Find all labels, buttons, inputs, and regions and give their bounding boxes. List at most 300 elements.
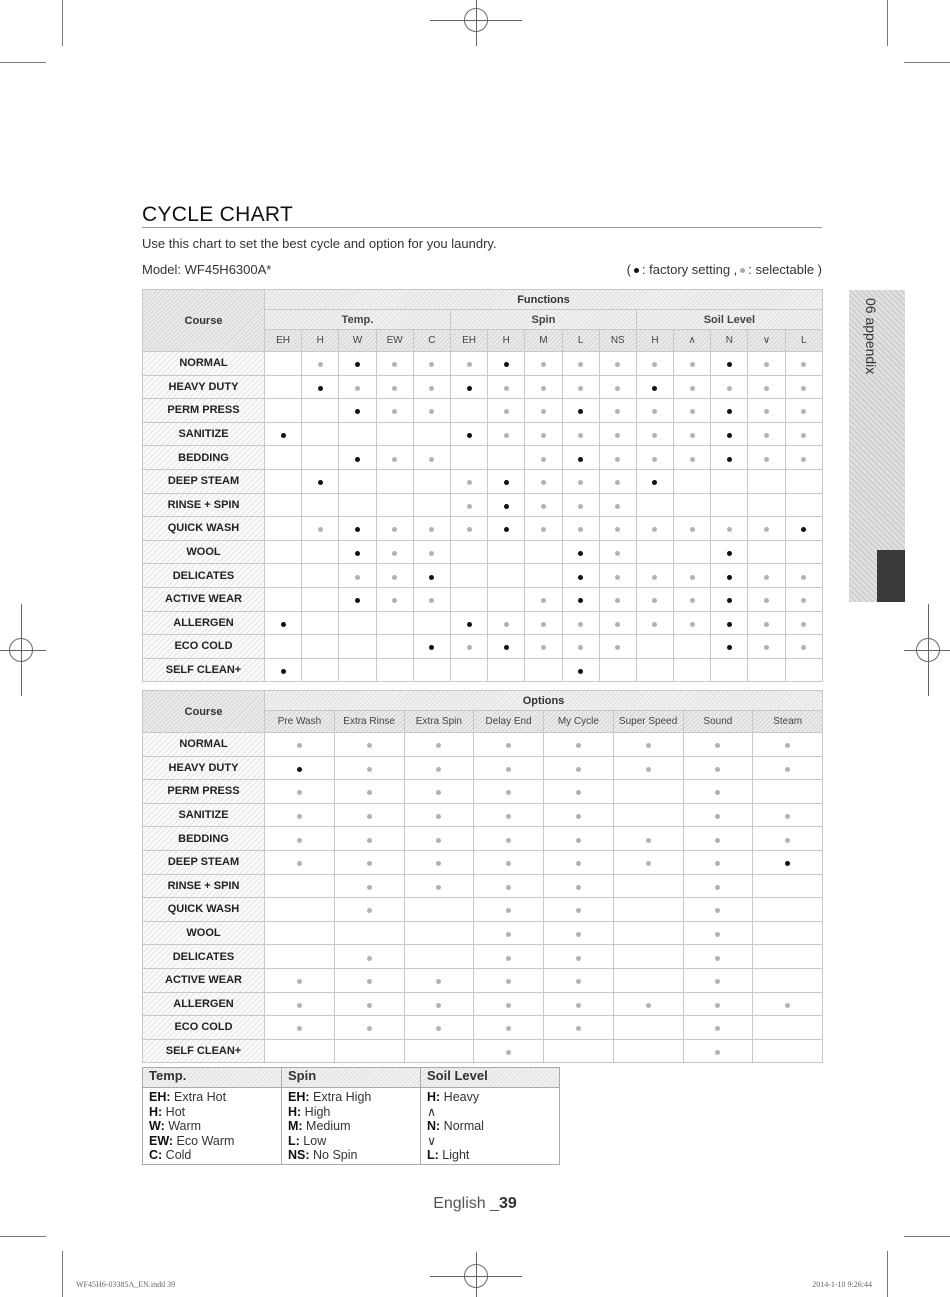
course-name: RINSE + SPIN	[143, 493, 265, 517]
option-cell	[544, 803, 614, 827]
setting-cell	[636, 564, 673, 588]
setting-cell	[599, 469, 636, 493]
setting-cell	[488, 517, 525, 541]
setting-cell	[599, 517, 636, 541]
setting-cell	[413, 517, 450, 541]
model-label: Model: WF45H6300A*	[142, 262, 272, 277]
setting-cell	[339, 446, 376, 470]
setting-cell	[525, 446, 562, 470]
setting-cell	[302, 611, 339, 635]
key-entry	[427, 1134, 553, 1149]
column-header: W	[339, 330, 376, 352]
setting-cell	[265, 446, 302, 470]
factory-setting-dot-icon	[727, 433, 732, 438]
selectable-dot-icon	[541, 622, 546, 627]
option-cell	[334, 827, 404, 851]
factory-setting-dot-icon	[652, 480, 657, 485]
setting-cell	[302, 540, 339, 564]
selectable-dot-icon	[436, 885, 441, 890]
option-cell	[544, 1039, 614, 1063]
option-cell	[613, 1016, 683, 1040]
course-name: BEDDING	[143, 446, 265, 470]
setting-cell	[674, 540, 711, 564]
option-cell	[753, 1016, 823, 1040]
column-header: EH	[265, 330, 302, 352]
selectable-dot-icon	[578, 645, 583, 650]
selectable-dot-icon	[578, 433, 583, 438]
setting-cell	[376, 493, 413, 517]
setting-cell	[711, 375, 748, 399]
key-column	[421, 1088, 560, 1165]
table-row	[143, 352, 823, 376]
factory-setting-dot-icon	[578, 575, 583, 580]
option-cell	[404, 850, 474, 874]
setting-cell	[636, 493, 673, 517]
option-cell	[265, 803, 335, 827]
setting-cell	[748, 517, 785, 541]
factory-setting-dot-icon	[727, 457, 732, 462]
factory-dot-icon	[634, 268, 639, 273]
selectable-dot-icon	[392, 457, 397, 462]
abbreviation-key-table	[142, 1067, 560, 1165]
setting-cell	[599, 611, 636, 635]
setting-cell	[562, 375, 599, 399]
setting-cell	[450, 587, 487, 611]
setting-cell	[339, 399, 376, 423]
selectable-dot-icon	[506, 885, 511, 890]
setting-cell	[265, 564, 302, 588]
dot-legend	[627, 262, 822, 277]
factory-setting-dot-icon	[727, 598, 732, 603]
setting-cell	[302, 517, 339, 541]
factory-setting-dot-icon	[355, 409, 360, 414]
selectable-dot-icon	[715, 979, 720, 984]
selectable-dot-icon	[690, 409, 695, 414]
setting-cell	[785, 517, 822, 541]
group-header: Spin	[450, 310, 636, 330]
selectable-dot-icon	[436, 767, 441, 772]
selectable-dot-icon	[506, 908, 511, 913]
key-abbrev: EW:	[149, 1133, 174, 1148]
factory-setting-dot-icon	[785, 861, 790, 866]
factory-setting-dot-icon	[355, 551, 360, 556]
selectable-dot-icon	[367, 979, 372, 984]
column-header: N	[711, 330, 748, 352]
option-cell	[613, 1039, 683, 1063]
setting-cell	[562, 469, 599, 493]
key-entry	[288, 1090, 414, 1105]
course-name: PERM PRESS	[143, 399, 265, 423]
option-cell	[544, 968, 614, 992]
selectable-dot-icon	[615, 598, 620, 603]
selectable-dot-icon	[646, 743, 651, 748]
selectable-dot-icon	[715, 885, 720, 890]
setting-cell	[302, 399, 339, 423]
option-cell	[334, 756, 404, 780]
factory-setting-dot-icon	[727, 575, 732, 580]
option-cell	[334, 945, 404, 969]
option-column-header: Super Speed	[613, 711, 683, 733]
setting-cell	[785, 658, 822, 682]
option-cell	[474, 968, 544, 992]
option-cell	[265, 921, 335, 945]
setting-cell	[562, 422, 599, 446]
selectable-dot-icon	[436, 1026, 441, 1031]
setting-cell	[488, 352, 525, 376]
setting-cell	[302, 564, 339, 588]
option-cell	[613, 850, 683, 874]
factory-setting-dot-icon	[429, 645, 434, 650]
setting-cell	[525, 422, 562, 446]
column-header: M	[525, 330, 562, 352]
setting-cell	[376, 540, 413, 564]
setting-cell	[488, 635, 525, 659]
selectable-dot-icon	[801, 362, 806, 367]
crop-mark	[887, 1251, 888, 1297]
selectable-dot-icon	[652, 433, 657, 438]
selectable-dot-icon	[367, 861, 372, 866]
setting-cell	[599, 399, 636, 423]
course-name: ECO COLD	[143, 1016, 265, 1040]
course-name: DEEP STEAM	[143, 469, 265, 493]
setting-cell	[488, 422, 525, 446]
option-cell	[753, 968, 823, 992]
course-name: WOOL	[143, 540, 265, 564]
option-cell	[683, 1016, 753, 1040]
setting-cell	[525, 611, 562, 635]
selectable-dot-icon	[801, 598, 806, 603]
table-row	[143, 635, 823, 659]
option-cell	[753, 733, 823, 757]
option-column-header: Extra Rinse	[334, 711, 404, 733]
selectable-dot-icon	[504, 386, 509, 391]
section-side-tab	[849, 290, 905, 602]
option-cell	[404, 780, 474, 804]
selectable-dot-icon	[392, 386, 397, 391]
option-cell	[613, 827, 683, 851]
course-name: SANITIZE	[143, 803, 265, 827]
setting-cell	[599, 422, 636, 446]
setting-cell	[339, 540, 376, 564]
column-header: L	[562, 330, 599, 352]
course-name: SANITIZE	[143, 422, 265, 446]
key-header: Temp.	[143, 1068, 282, 1088]
course-name: QUICK WASH	[143, 898, 265, 922]
setting-cell	[376, 564, 413, 588]
selectable-dot-icon	[504, 409, 509, 414]
setting-cell	[265, 375, 302, 399]
option-cell	[753, 945, 823, 969]
setting-cell	[748, 587, 785, 611]
key-abbrev: EH:	[288, 1090, 310, 1104]
selectable-dot-icon	[367, 814, 372, 819]
course-name: DELICATES	[143, 564, 265, 588]
option-cell	[265, 827, 335, 851]
selectable-dot-icon	[764, 362, 769, 367]
setting-cell	[748, 611, 785, 635]
option-cell	[613, 874, 683, 898]
setting-cell	[636, 469, 673, 493]
setting-cell	[636, 422, 673, 446]
setting-cell	[785, 611, 822, 635]
crop-mark	[904, 62, 950, 63]
setting-cell	[302, 422, 339, 446]
selectable-dot-icon	[715, 1026, 720, 1031]
key-entry	[427, 1105, 553, 1120]
selectable-dot-icon	[801, 433, 806, 438]
setting-cell	[525, 493, 562, 517]
option-cell	[404, 945, 474, 969]
setting-cell	[450, 564, 487, 588]
selectable-dot-icon	[429, 457, 434, 462]
selectable-dot-icon	[429, 386, 434, 391]
selectable-dot-icon	[615, 622, 620, 627]
course-name: ACTIVE WEAR	[143, 587, 265, 611]
selectable-dot-icon	[801, 645, 806, 650]
table-row	[143, 780, 823, 804]
column-header: H	[636, 330, 673, 352]
key-entry	[149, 1134, 275, 1149]
intro-text: Use this chart to set the best cycle and option for you laundry.	[142, 236, 497, 251]
option-cell	[404, 803, 474, 827]
title-divider	[142, 227, 822, 228]
selectable-dot-icon	[297, 861, 302, 866]
factory-setting-dot-icon	[504, 504, 509, 509]
factory-setting-dot-icon	[318, 480, 323, 485]
selectable-dot-icon	[467, 645, 472, 650]
key-header: Spin	[282, 1068, 421, 1088]
column-header: NS	[599, 330, 636, 352]
setting-cell	[674, 635, 711, 659]
selectable-dot-icon	[541, 504, 546, 509]
selectable-dot-icon	[764, 527, 769, 532]
option-cell	[544, 827, 614, 851]
footer-file: WF45H6-03385A_EN.indd 39	[76, 1280, 176, 1289]
option-cell	[265, 1016, 335, 1040]
selectable-dot-icon	[576, 861, 581, 866]
registration-mark-left	[0, 604, 46, 696]
setting-cell	[785, 587, 822, 611]
option-cell	[334, 874, 404, 898]
setting-cell	[748, 352, 785, 376]
setting-cell	[599, 352, 636, 376]
page-number	[0, 1195, 950, 1213]
setting-cell	[376, 469, 413, 493]
setting-cell	[636, 658, 673, 682]
course-name: PERM PRESS	[143, 780, 265, 804]
option-cell	[334, 733, 404, 757]
setting-cell	[674, 517, 711, 541]
setting-cell	[450, 658, 487, 682]
key-header: Soil Level	[421, 1068, 560, 1088]
setting-cell	[785, 352, 822, 376]
course-name: QUICK WASH	[143, 517, 265, 541]
selectable-dot-icon	[578, 362, 583, 367]
table-row	[143, 827, 823, 851]
option-cell	[334, 1039, 404, 1063]
key-entry	[149, 1148, 275, 1163]
selectable-dot-icon	[715, 908, 720, 913]
selectable-dot-icon	[297, 838, 302, 843]
selectable-dot-icon	[506, 1050, 511, 1055]
setting-cell	[413, 611, 450, 635]
selectable-dot-icon	[506, 1003, 511, 1008]
column-header: H	[302, 330, 339, 352]
table-row	[143, 517, 823, 541]
selectable-dot-icon	[715, 790, 720, 795]
selectable-dot-icon	[541, 409, 546, 414]
column-header: L	[785, 330, 822, 352]
selectable-dot-icon	[506, 861, 511, 866]
key-abbrev: NS:	[288, 1148, 310, 1163]
key-entry	[427, 1090, 553, 1105]
table-row	[143, 1016, 823, 1040]
setting-cell	[265, 658, 302, 682]
setting-cell	[674, 422, 711, 446]
setting-cell	[748, 564, 785, 588]
page-title: CYCLE CHART	[142, 203, 294, 226]
setting-cell	[265, 635, 302, 659]
setting-cell	[339, 611, 376, 635]
selectable-dot-icon	[367, 790, 372, 795]
selectable-dot-icon	[392, 598, 397, 603]
option-cell	[474, 756, 544, 780]
table-row	[143, 422, 823, 446]
column-header: C	[413, 330, 450, 352]
registration-mark-bottom	[430, 1252, 522, 1297]
option-cell	[613, 898, 683, 922]
factory-setting-dot-icon	[281, 433, 286, 438]
crop-mark	[904, 1236, 950, 1237]
selectable-dot-icon	[690, 457, 695, 462]
setting-cell	[525, 635, 562, 659]
setting-cell	[711, 658, 748, 682]
setting-cell	[636, 375, 673, 399]
setting-cell	[413, 587, 450, 611]
setting-cell	[525, 375, 562, 399]
setting-cell	[562, 352, 599, 376]
table-row	[143, 587, 823, 611]
factory-setting-dot-icon	[429, 575, 434, 580]
course-name: WOOL	[143, 921, 265, 945]
column-header: ∧	[674, 330, 711, 352]
setting-cell	[413, 422, 450, 446]
selectable-dot-icon	[297, 979, 302, 984]
setting-cell	[265, 611, 302, 635]
setting-cell	[450, 611, 487, 635]
key-meaning: Medium	[302, 1119, 351, 1134]
selectable-dot-icon	[541, 527, 546, 532]
setting-cell	[636, 611, 673, 635]
table-row	[143, 1039, 823, 1063]
selectable-dot-icon	[785, 767, 790, 772]
selectable-dot-icon	[576, 814, 581, 819]
setting-cell	[339, 587, 376, 611]
selectable-dot-icon	[715, 861, 720, 866]
option-column-header: Extra Spin	[404, 711, 474, 733]
setting-cell	[711, 564, 748, 588]
selectable-dot-icon	[467, 527, 472, 532]
factory-setting-dot-icon	[467, 622, 472, 627]
setting-cell	[562, 658, 599, 682]
setting-cell	[488, 446, 525, 470]
setting-cell	[599, 658, 636, 682]
selectable-dot-icon	[506, 1026, 511, 1031]
option-cell	[265, 850, 335, 874]
setting-cell	[674, 564, 711, 588]
selectable-dot-icon	[576, 1026, 581, 1031]
option-cell	[265, 780, 335, 804]
selectable-dot-icon	[652, 575, 657, 580]
selectable-dot-icon	[615, 386, 620, 391]
selectable-dot-icon	[764, 575, 769, 580]
factory-setting-dot-icon	[801, 527, 806, 532]
option-cell	[265, 898, 335, 922]
key-abbrev: N:	[427, 1119, 441, 1134]
key-meaning: No Spin	[309, 1148, 358, 1163]
selectable-dot-icon	[764, 433, 769, 438]
factory-setting-dot-icon	[318, 386, 323, 391]
selectable-dot-icon	[576, 956, 581, 961]
table-row	[143, 850, 823, 874]
selectable-dot-icon	[297, 1003, 302, 1008]
key-abbrev: L:	[427, 1148, 439, 1163]
setting-cell	[674, 352, 711, 376]
key-abbrev: M:	[288, 1119, 303, 1134]
setting-cell	[376, 587, 413, 611]
setting-cell	[450, 540, 487, 564]
setting-cell	[302, 658, 339, 682]
option-cell	[753, 780, 823, 804]
setting-cell	[785, 375, 822, 399]
course-name: ECO COLD	[143, 635, 265, 659]
setting-cell	[413, 635, 450, 659]
setting-cell	[488, 658, 525, 682]
setting-cell	[674, 375, 711, 399]
course-name: ALLERGEN	[143, 992, 265, 1016]
setting-cell	[636, 587, 673, 611]
column-header: EW	[376, 330, 413, 352]
selectable-dot-icon	[318, 527, 323, 532]
key-abbrev: H:	[288, 1104, 302, 1119]
selectable-dot-icon	[436, 743, 441, 748]
setting-cell	[785, 540, 822, 564]
factory-setting-dot-icon	[727, 645, 732, 650]
key-abbrev: L:	[288, 1133, 300, 1148]
setting-cell	[376, 352, 413, 376]
course-header: Course	[143, 691, 265, 733]
setting-cell	[450, 446, 487, 470]
option-cell	[613, 968, 683, 992]
option-cell	[544, 780, 614, 804]
setting-cell	[748, 540, 785, 564]
selectable-dot-icon	[615, 645, 620, 650]
setting-cell	[748, 446, 785, 470]
option-cell	[613, 803, 683, 827]
selectable-dot-icon	[467, 362, 472, 367]
table-row	[143, 493, 823, 517]
option-cell	[474, 898, 544, 922]
setting-cell	[376, 517, 413, 541]
option-cell	[683, 968, 753, 992]
option-cell	[334, 803, 404, 827]
option-cell	[544, 756, 614, 780]
setting-cell	[562, 517, 599, 541]
setting-cell	[525, 540, 562, 564]
selectable-dot-icon	[615, 409, 620, 414]
setting-cell	[562, 587, 599, 611]
setting-cell	[302, 493, 339, 517]
